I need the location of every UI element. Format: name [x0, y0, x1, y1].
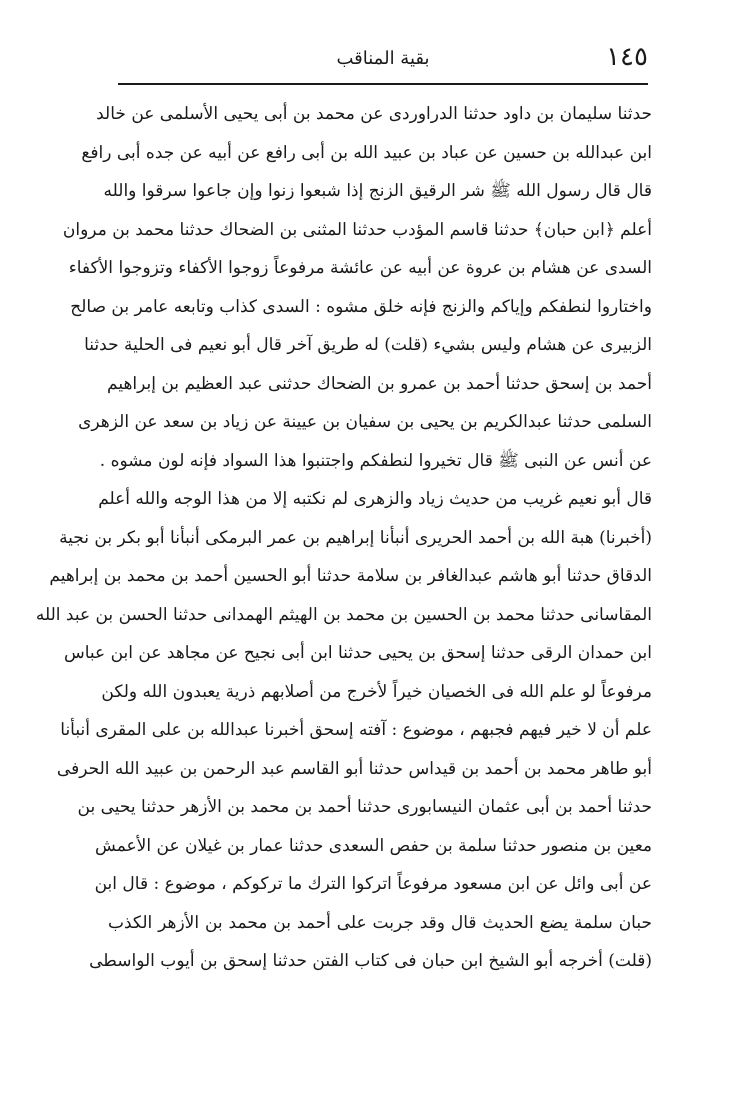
text-line: أحمد بن إسحق حدثنا أحمد بن عمرو بن الضحاك حدثنى عبد العظيم بن إبراهيم: [107, 373, 652, 394]
header-rule: [118, 83, 648, 85]
text-line: عن أنس عن النبى ﷺ قال تخيروا لنطفكم واجتنبوا هذا السواد فإنه لون مشوه .: [99, 450, 652, 471]
text-line: الزبيرى عن هشام وليس بشيء (قلت) له طريق آخر قال أبو نعيم فى الحلية حدثنا: [84, 335, 652, 355]
text-line: السدى عن هشام بن عروة عن أبيه عن عائشة مرفوعاً زوجوا الأكفاء وتزوجوا الأكفاء: [68, 258, 652, 278]
text-line: ابن حمدان الرقى حدثنا إسحق بن يحيى حدثنا ابن أبى نجيح عن مجاهد عن ابن عباس: [64, 643, 652, 663]
text-line: قال قال رسول الله ﷺ شر الرقيق الزنج إذا شبعوا زنوا وإن جاعوا سرقوا والله: [103, 181, 652, 201]
page-number: ١٤٥: [606, 42, 648, 72]
text-line: واختاروا لنطفكم وإياكم والزنج فإنه خلق مشوه : السدى كذاب وتابعه عامر بن صالح: [70, 296, 652, 317]
body-text: [35, 95, 652, 981]
text-line: أعلم ﴿ابن حبان﴾ حدثنا قاسم المؤدب حدثنا المثنى بن الضحاك حدثنا محمد بن مروان: [62, 219, 652, 240]
running-title: بقية المناقب: [336, 48, 430, 69]
text-line: ابن عبدالله بن حسين عن عباد بن عبيد الله بن أبى رافع عن أبيه عن جده أبى رافع: [81, 142, 652, 163]
text-line: مرفوعاً لو علم الله فى الخصيان خيراً لأخرج من أصلابهم ذرية يعبدون الله ولكن: [101, 681, 652, 702]
text-line: قال أبو نعيم غريب من حديث زياد والزهرى لم نكتبه إلا من هذا الوجه والله أعلم: [98, 489, 652, 509]
text-line: (أخبرنا) هبة الله بن أحمد الحريرى أنبأنا إبراهيم بن عمر البرمكى أنبأنا أبو بكر بن نجية: [59, 527, 652, 548]
text-line: معين بن منصور حدثنا سلمة بن حفص السعدى حدثنا عمار بن غيلان عن الأعمش: [95, 835, 652, 856]
text-line: الدقاق حدثنا أبو هاشم عبدالغافر بن سلامة حدثنا أبو الحسين أحمد بن محمد بن إبراهيم: [49, 566, 652, 586]
text-line: أبو طاهر محمد بن أحمد بن قيداس حدثنا أبو القاسم عبد الرحمن بن عبيد الله الحرفى: [56, 758, 652, 779]
text-line: المقاسانى حدثنا محمد بن الحسين بن محمد بن الهيثم الهمدانى حدثنا الحسن بن عبد الله: [35, 604, 652, 625]
text-line: السلمى حدثنا عبدالكريم بن يحيى بن سفيان بن عيينة عن زياد بن سعد عن الزهرى: [78, 412, 652, 432]
text-line: علم أن لا خير فيهم فجبهم ، موضوع : آفته إسحق أخبرنا عبدالله بن على المقرى أنبأنا: [60, 720, 652, 740]
text-line: (قلت) أخرجه أبو الشيخ ابن حبان فى كتاب الفتن حدثنا إسحق بن أيوب الواسطى: [89, 951, 652, 971]
text-line: حدثنا أحمد بن أبى عثمان النيسابورى حدثنا أحمد بن محمد بن الأزهر حدثنا يحيى بن: [77, 797, 652, 817]
page-header: [118, 38, 648, 82]
text-line: حدثنا سليمان بن داود حدثنا الدراوردى عن محمد بن أبى يحيى الأسلمى عن خالد: [96, 104, 652, 124]
text-line: عن أبى وائل عن ابن مسعود مرفوعاً اتركوا الترك ما تركوكم ، موضوع : قال ابن: [94, 874, 652, 894]
text-line: حبان سلمة يضع الحديث قال وقد جربت على أحمد بن محمد بن الأزهر الكذب: [108, 912, 652, 933]
